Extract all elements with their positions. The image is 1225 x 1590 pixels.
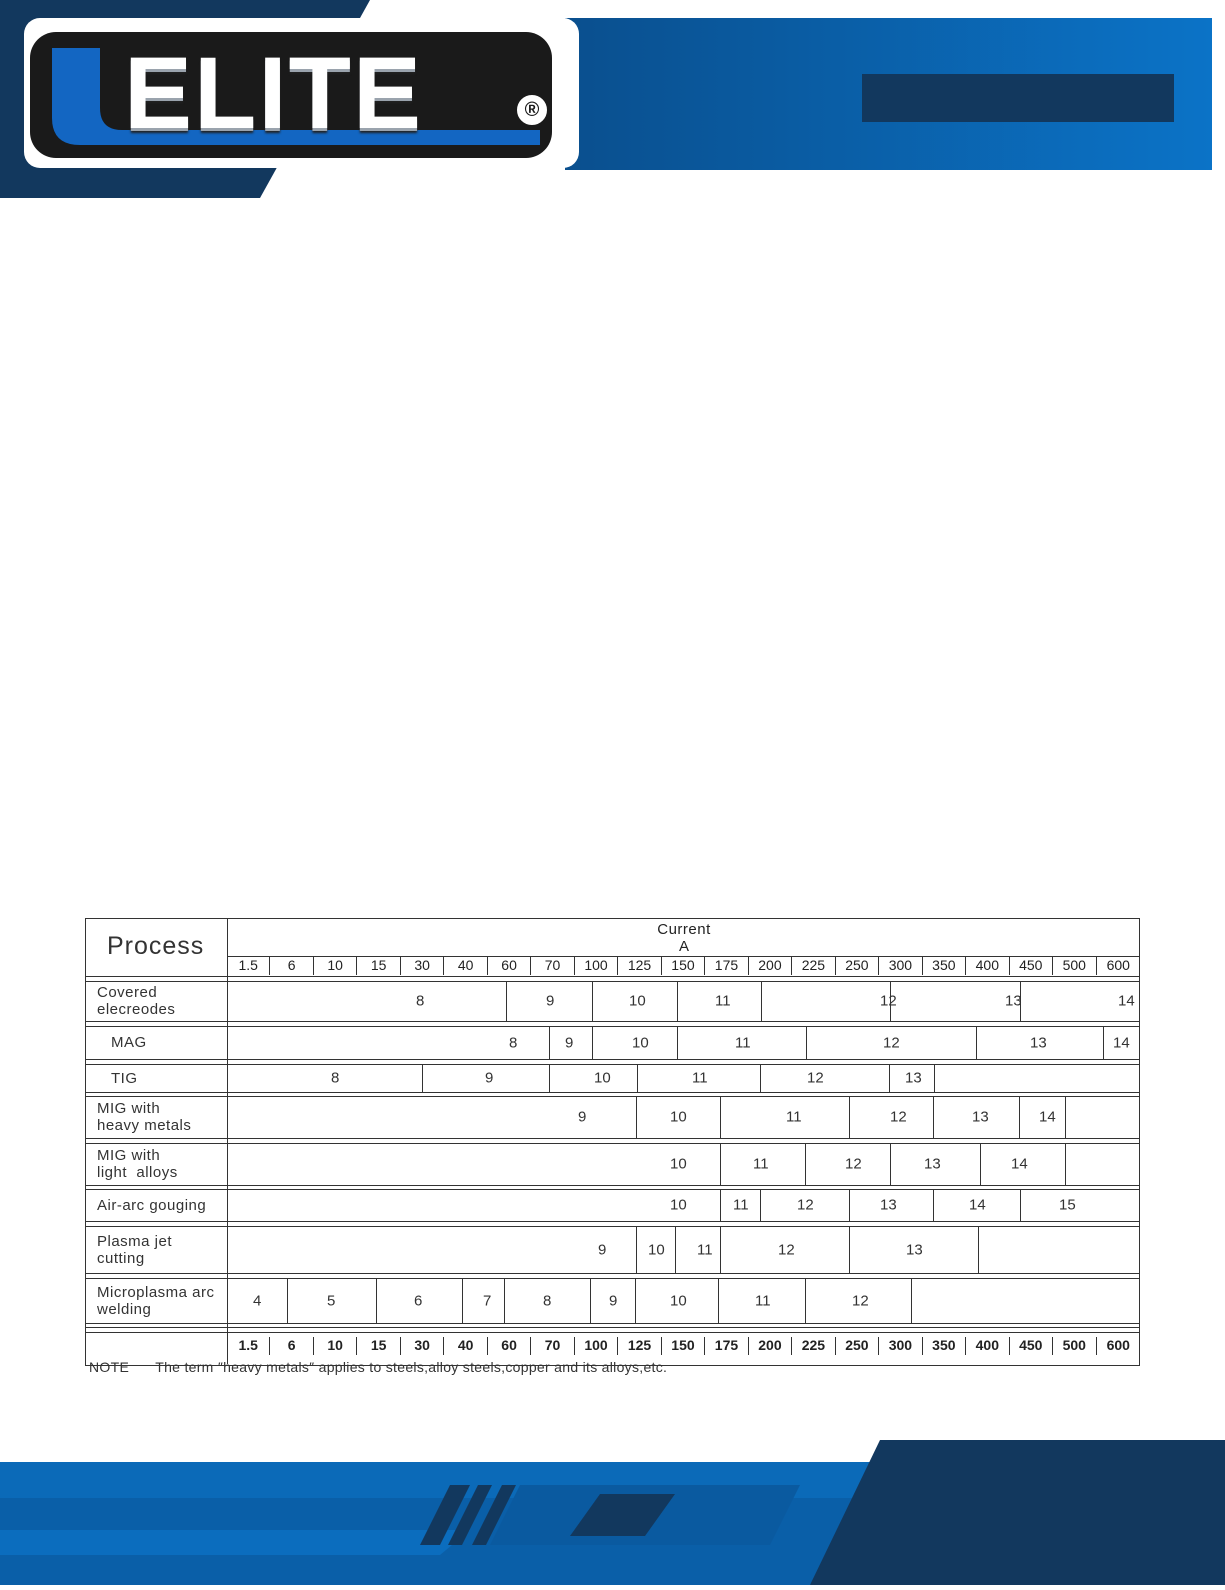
shade-number: 9 bbox=[598, 1241, 607, 1258]
tick-bottom-18: 450 bbox=[1010, 1337, 1053, 1355]
registered-mark: ® bbox=[514, 92, 550, 128]
shade-number: 12 bbox=[807, 1069, 824, 1087]
tick-top-2: 10 bbox=[314, 957, 357, 975]
shade-number: 12 bbox=[797, 1196, 814, 1214]
shade-number: 12 bbox=[778, 1241, 795, 1258]
tick-bottom-19: 500 bbox=[1053, 1337, 1096, 1355]
note-text: The term ″heavy metals″ applies to steels,alloy steels,copper and its alloys,etc. bbox=[155, 1359, 668, 1375]
shade-number: 11 bbox=[697, 1241, 713, 1258]
shade-number: 8 bbox=[416, 992, 425, 1010]
shade-number: 12 bbox=[852, 1292, 869, 1309]
shade-number: 11 bbox=[733, 1196, 749, 1214]
shade-number: 11 bbox=[755, 1292, 771, 1309]
tick-bottom-20: 600 bbox=[1106, 1337, 1130, 1353]
shade-number: 10 bbox=[670, 1196, 687, 1214]
shade-number: 9 bbox=[485, 1069, 494, 1087]
shade-number: 11 bbox=[715, 992, 731, 1010]
process-name: MIG with light alloys bbox=[97, 1147, 178, 1181]
page-footer bbox=[0, 1440, 1225, 1585]
table-row bbox=[85, 1278, 1140, 1323]
tick-top-8: 100 bbox=[575, 957, 618, 975]
tick-top-18: 450 bbox=[1010, 957, 1053, 975]
table-row bbox=[85, 1096, 1140, 1138]
tick-top-1: 6 bbox=[270, 957, 313, 975]
shade-number: 4 bbox=[253, 1292, 262, 1309]
tick-top-13: 225 bbox=[792, 957, 835, 975]
shade-number: 5 bbox=[327, 1292, 336, 1309]
shade-number: 13 bbox=[1005, 992, 1022, 1010]
unit-header: A bbox=[678, 938, 689, 955]
page-header bbox=[0, 0, 1225, 200]
shade-number: 12 bbox=[880, 992, 897, 1010]
shade-number: 13 bbox=[1030, 1034, 1047, 1051]
table-row bbox=[85, 1026, 1140, 1059]
shade-number: 14 bbox=[1113, 1034, 1130, 1051]
table-row bbox=[85, 1143, 1140, 1185]
tick-bottom-0: 1.5 bbox=[227, 1337, 270, 1355]
tick-top-7: 70 bbox=[531, 957, 574, 975]
tick-bottom-17: 400 bbox=[966, 1337, 1009, 1355]
tick-bottom-3: 15 bbox=[357, 1337, 400, 1355]
process-name: MIG with heavy metals bbox=[97, 1100, 192, 1134]
process-name: Plasma jet cutting bbox=[97, 1232, 173, 1267]
shade-number: 11 bbox=[753, 1155, 769, 1173]
tick-top-17: 400 bbox=[966, 957, 1009, 975]
tick-top-15: 300 bbox=[879, 957, 922, 975]
tick-bottom-6: 60 bbox=[488, 1337, 531, 1355]
shade-number: 12 bbox=[845, 1155, 862, 1173]
process-name: TIG bbox=[111, 1069, 138, 1087]
shade-number: 10 bbox=[670, 1155, 687, 1173]
table-note bbox=[89, 1359, 667, 1375]
tick-top-12: 200 bbox=[749, 957, 792, 975]
brand-logo bbox=[24, 30, 554, 160]
tick-bottom-9: 125 bbox=[618, 1337, 661, 1355]
tick-bottom-8: 100 bbox=[575, 1337, 618, 1355]
table-row bbox=[85, 1064, 1140, 1092]
table-row bbox=[85, 1189, 1140, 1221]
tick-bottom-7: 70 bbox=[531, 1337, 574, 1355]
table-row bbox=[85, 981, 1140, 1021]
tick-bottom-12: 200 bbox=[749, 1337, 792, 1355]
header-badge-bar bbox=[862, 74, 1174, 122]
tick-top-5: 40 bbox=[444, 957, 487, 975]
tick-bottom-15: 300 bbox=[879, 1337, 922, 1355]
tick-bottom-2: 10 bbox=[314, 1337, 357, 1355]
shade-number: 10 bbox=[670, 1292, 687, 1309]
tick-bottom-14: 250 bbox=[836, 1337, 879, 1355]
shade-number: 10 bbox=[648, 1241, 665, 1258]
shade-number: 9 bbox=[546, 992, 555, 1010]
shade-number: 12 bbox=[890, 1108, 907, 1126]
shade-number: 11 bbox=[735, 1034, 751, 1051]
shade-number: 13 bbox=[880, 1196, 897, 1214]
tick-top-4: 30 bbox=[401, 957, 444, 975]
shade-number: 13 bbox=[906, 1241, 923, 1258]
shade-number: 8 bbox=[509, 1034, 518, 1051]
shade-number: 14 bbox=[1118, 992, 1135, 1010]
shade-number: 8 bbox=[331, 1069, 340, 1087]
shade-number: 13 bbox=[905, 1069, 922, 1087]
tick-bottom-5: 40 bbox=[444, 1337, 487, 1355]
tick-top-3: 15 bbox=[357, 957, 400, 975]
tick-bottom-13: 225 bbox=[792, 1337, 835, 1355]
shade-number: 14 bbox=[1011, 1155, 1028, 1173]
logo-text: ELITE bbox=[124, 36, 424, 150]
table-row bbox=[85, 1226, 1140, 1273]
shade-number: 9 bbox=[609, 1292, 618, 1309]
shade-number: 6 bbox=[414, 1292, 423, 1309]
shade-number: 15 bbox=[1059, 1196, 1076, 1214]
tick-bottom-11: 175 bbox=[705, 1337, 748, 1355]
process-name: Covered elecreodes bbox=[97, 984, 176, 1018]
tick-top-14: 250 bbox=[836, 957, 879, 975]
shade-number: 14 bbox=[969, 1196, 986, 1214]
shade-number: 11 bbox=[692, 1069, 708, 1087]
tick-bottom-4: 30 bbox=[401, 1337, 444, 1355]
shade-number: 8 bbox=[543, 1292, 552, 1309]
process-name: Microplasma arc welding bbox=[97, 1283, 215, 1318]
shade-number: 13 bbox=[972, 1108, 989, 1126]
shade-number: 13 bbox=[924, 1155, 941, 1173]
tick-bottom-10: 150 bbox=[662, 1337, 705, 1355]
tick-bottom-16: 350 bbox=[923, 1337, 966, 1355]
current-header: Current bbox=[657, 921, 711, 938]
shade-number: 7 bbox=[483, 1292, 492, 1309]
current-ticks-top bbox=[227, 956, 1140, 976]
process-name: Air-arc gouging bbox=[97, 1196, 207, 1214]
tick-top-10: 150 bbox=[662, 957, 705, 975]
process-name: MAG bbox=[111, 1034, 147, 1051]
shade-number: 9 bbox=[578, 1108, 587, 1126]
shade-number: 10 bbox=[629, 992, 646, 1010]
footer-graphic bbox=[0, 1440, 1225, 1585]
tick-top-11: 175 bbox=[705, 957, 748, 975]
shade-number: 11 bbox=[786, 1108, 802, 1126]
shade-number: 14 bbox=[1039, 1108, 1056, 1126]
tick-top-9: 125 bbox=[618, 957, 661, 975]
tick-bottom-1: 6 bbox=[270, 1337, 313, 1355]
shade-number: 10 bbox=[594, 1069, 611, 1087]
shade-number: 10 bbox=[632, 1034, 649, 1051]
tick-top-20: 600 bbox=[1106, 957, 1130, 973]
shade-number: 9 bbox=[565, 1034, 574, 1051]
process-header: Process bbox=[107, 932, 205, 960]
shade-number: 10 bbox=[670, 1108, 687, 1126]
tick-top-6: 60 bbox=[488, 957, 531, 975]
note-label: NOTE bbox=[89, 1359, 130, 1375]
tick-top-19: 500 bbox=[1053, 957, 1096, 975]
shade-number: 12 bbox=[883, 1034, 900, 1051]
tick-top-16: 350 bbox=[923, 957, 966, 975]
tick-top-0: 1.5 bbox=[227, 957, 270, 975]
